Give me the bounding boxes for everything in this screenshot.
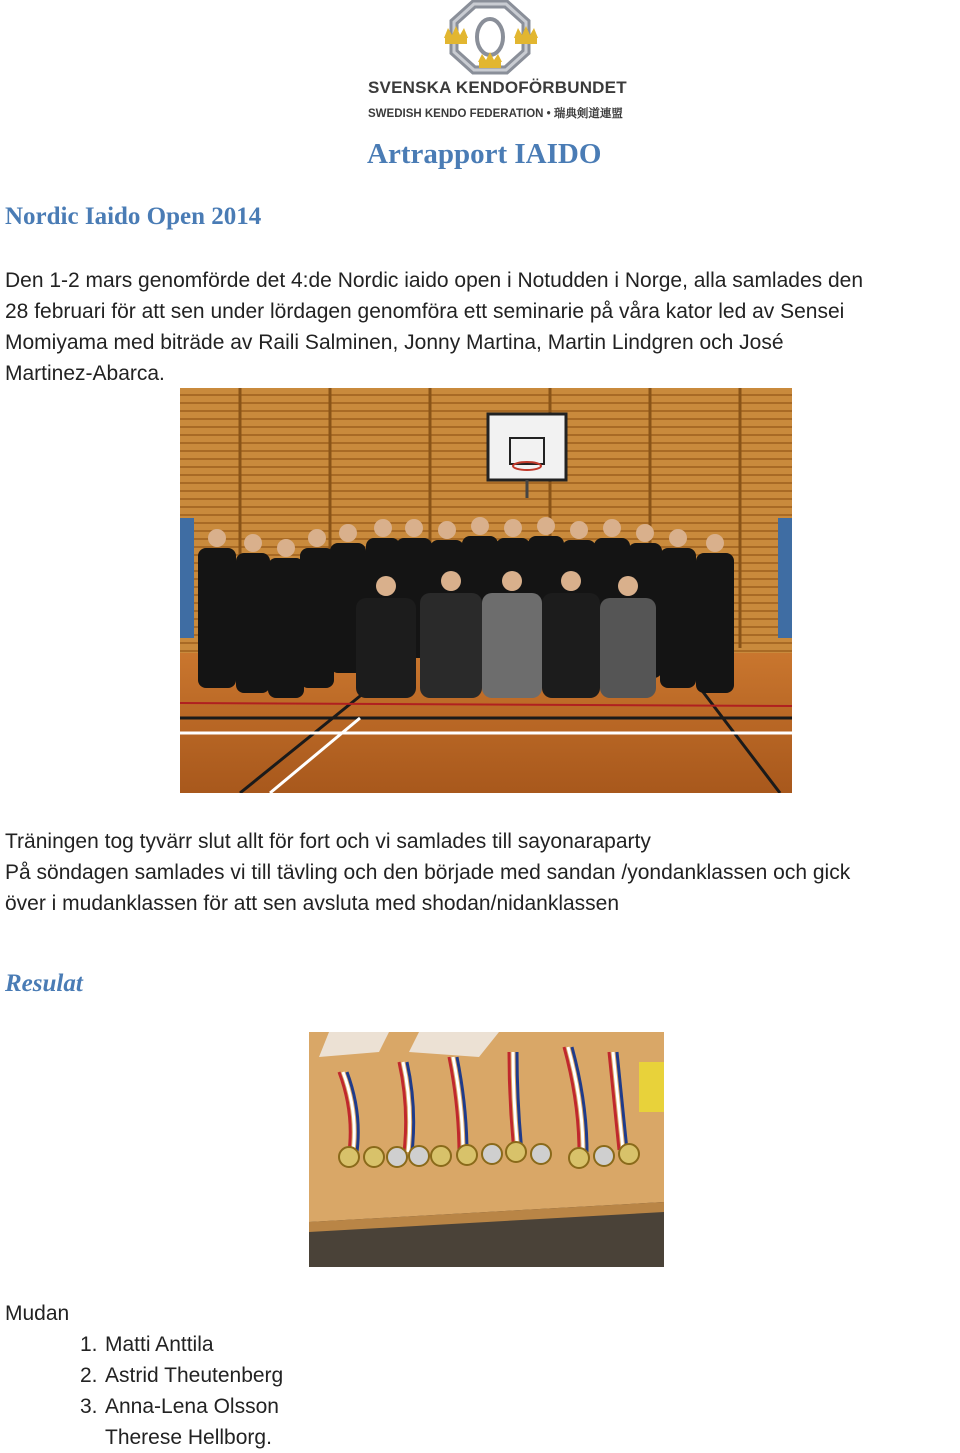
org-subtitle: SWEDISH KENDO FEDERATION • 瑞典剣道連盟 xyxy=(368,108,623,120)
list-item xyxy=(80,1360,283,1391)
body-paragraph xyxy=(5,826,960,919)
medals-photo xyxy=(309,1032,664,1267)
intro-paragraph xyxy=(5,265,960,389)
rank-number: 3. xyxy=(80,1395,98,1418)
class-label: Mudan xyxy=(5,1302,70,1325)
competitor-name: Anna-Lena Olsson xyxy=(105,1395,279,1418)
intro-line: Den 1-2 mars genomförde det 4:de Nordic iaido open i Notudden i Norge, alla samlades den xyxy=(5,269,864,292)
intro-line: Martinez-Abarca. xyxy=(5,362,165,385)
rank-number: 2. xyxy=(80,1364,98,1387)
intro-line: Momiyama med biträde av Raili Salminen, Jonny Martina, Martin Lindgren och José xyxy=(5,331,784,354)
rank-number: 1. xyxy=(80,1333,98,1356)
body-line: På söndagen samlades vi till tävling och den började med sandan /yondanklassen och gick xyxy=(5,861,851,884)
results-heading: Resulat xyxy=(5,970,83,997)
list-item xyxy=(80,1422,283,1453)
list-item xyxy=(80,1329,283,1360)
group-photo xyxy=(180,388,792,793)
competitor-name: Astrid Theutenberg xyxy=(105,1364,284,1387)
logo-emblem-icon xyxy=(444,4,538,70)
body-line: över i mudanklassen för att sen avsluta med shodan/nidanklassen xyxy=(5,892,620,915)
intro-line: 28 februari för att sen under lördagen genomföra ett seminarie på våra kator led av Sensei xyxy=(5,300,845,323)
article-title: Nordic Iaido Open 2014 xyxy=(5,203,262,230)
org-name: SVENSKA KENDOFÖRBUNDET xyxy=(368,78,627,97)
competitor-name: Therese Hellborg. xyxy=(105,1426,272,1449)
list-item xyxy=(80,1391,283,1422)
results-list xyxy=(80,1329,283,1453)
document-title: Artrapport IAIDO xyxy=(367,138,602,170)
body-line: Träningen tog tyvärr slut allt för fort och vi samlades till sayonaraparty xyxy=(5,830,651,853)
competitor-name: Matti Anttila xyxy=(105,1333,214,1356)
